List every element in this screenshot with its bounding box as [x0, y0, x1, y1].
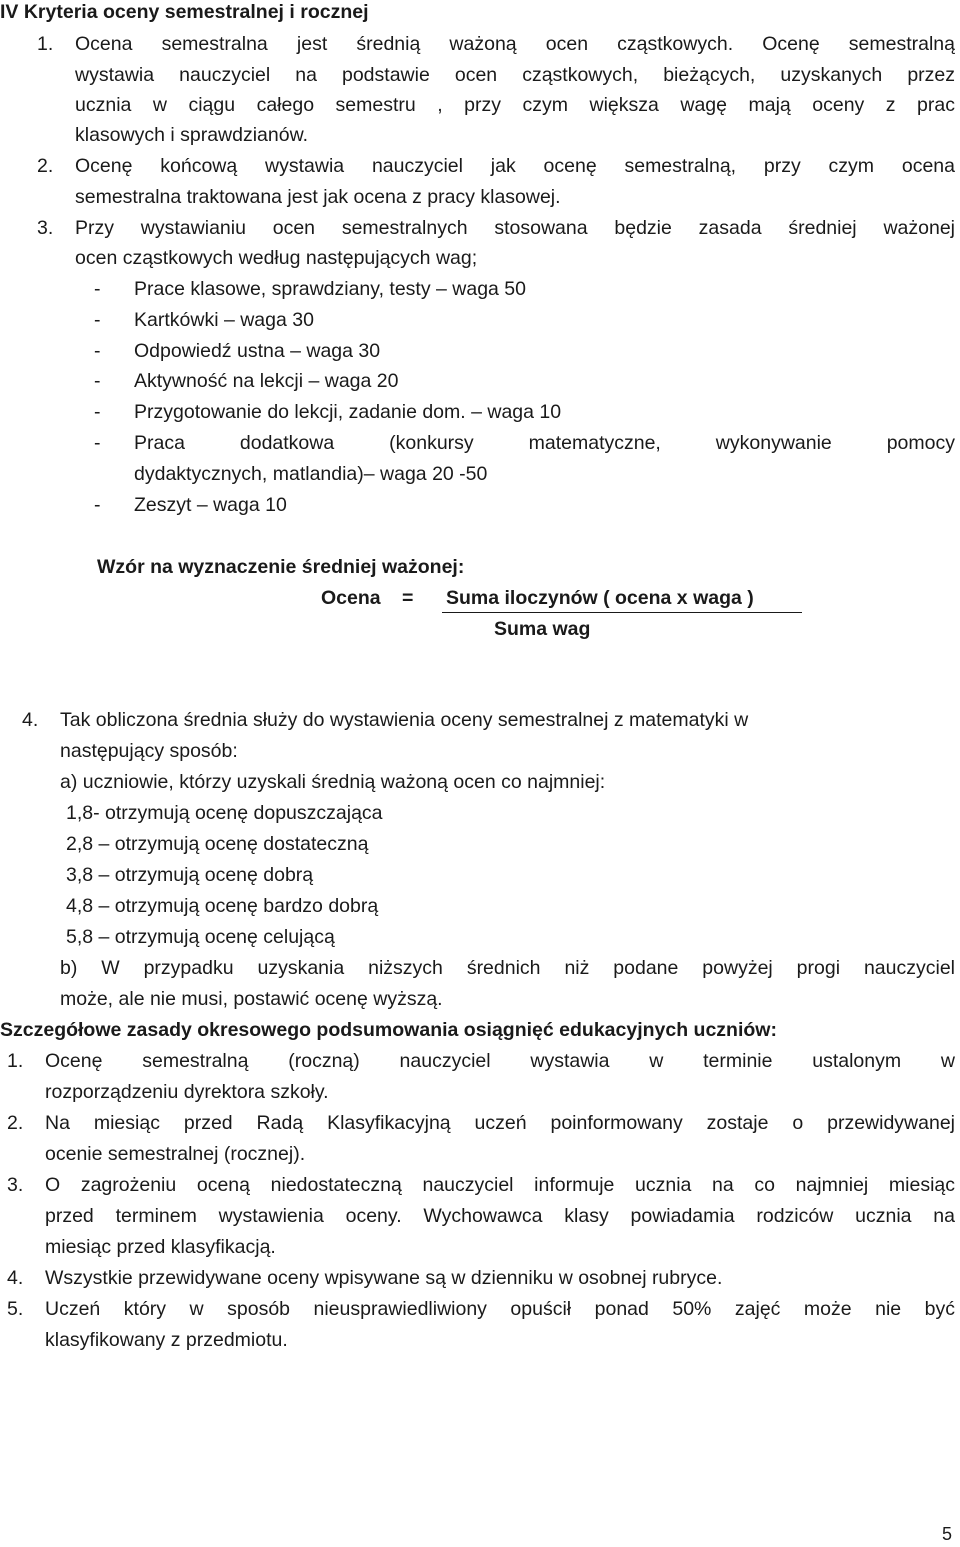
item-number: 4. — [22, 709, 39, 731]
text-line: wystawia nauczyciel na podstawie ocen cząstkowych, bieżących, uzyskanych przez — [75, 64, 955, 86]
list-dash: - — [94, 309, 101, 331]
rule-number: 1. — [7, 1050, 24, 1072]
text-line: Tak obliczona średnia służy do wystawienia oceny semestralnej z matematyki w — [60, 709, 749, 731]
text-line: Ocenę końcową wystawia nauczyciel jak ocenę semestralną, przy czym ocena — [75, 155, 955, 177]
text-line: następujący sposób: — [60, 740, 238, 762]
item-number: 2. — [37, 155, 54, 177]
page-number: 5 — [941, 1524, 952, 1544]
rules-heading: Szczegółowe zasady okresowego podsumowania osiągnięć edukacyjnych uczniów: — [0, 1019, 777, 1041]
weight-item: Prace klasowe, sprawdziany, testy – waga 50 — [134, 278, 526, 300]
rule-text: Ocenę semestralną (roczną) nauczyciel wystawia w terminie ustalonym w — [45, 1050, 955, 1072]
subpoint-b: b) W przypadku uzyskania niższych średnich niż podane powyżej progi nauczyciel — [60, 957, 955, 979]
list-dash: - — [94, 340, 101, 362]
weight-item: Zeszyt – waga 10 — [134, 494, 287, 516]
formula-lhs: Ocena — [321, 587, 381, 609]
threshold-item: 4,8 – otrzymują ocenę bardzo dobrą — [66, 895, 379, 917]
text-line: klasowych i sprawdzianów. — [75, 124, 309, 146]
rule-text: Wszystkie przewidywane oceny wpisywane są w dzienniku w osobnej rubryce. — [45, 1267, 723, 1289]
list-dash: - — [94, 432, 101, 454]
formula-equals: = — [402, 587, 414, 609]
text-line: Ocena semestralna jest średnią ważoną ocen cząstkowych. Ocenę semestralną — [75, 33, 955, 55]
list-dash: - — [94, 494, 101, 516]
list-dash: - — [94, 370, 101, 392]
text-line: semestralna traktowana jest jak ocena z pracy klasowej. — [75, 186, 561, 208]
threshold-item: 5,8 – otrzymują ocenę celującą — [66, 926, 335, 948]
weight-item: Kartkówki – waga 30 — [134, 309, 314, 331]
list-dash: - — [94, 401, 101, 423]
formula-label: Wzór na wyznaczenie średniej ważonej: — [97, 556, 465, 578]
threshold-item: 1,8- otrzymują ocenę dopuszczająca — [66, 802, 383, 824]
rule-text: przed terminem wystawienia oceny. Wychowawca klasy powiadamia rodziców ucznia na — [45, 1205, 955, 1227]
item-number: 3. — [37, 217, 54, 239]
weight-item: Praca dodatkowa (konkursy matematyczne, wykonywanie pomocy — [134, 432, 955, 454]
rule-text: Uczeń który w sposób nieusprawiedliwiony opuścił ponad 50% zajęć może nie być — [45, 1298, 955, 1320]
text-line: ucznia w ciągu całego semestru , przy czym większa wagę mają oceny z prac — [75, 94, 955, 116]
section-heading: IV Kryteria oceny semestralnej i rocznej — [0, 1, 369, 23]
rule-text: klasyfikowany z przedmiotu. — [45, 1329, 288, 1351]
text-line: ocen cząstkowych według następujących wag; — [75, 247, 478, 269]
rule-number: 3. — [7, 1174, 24, 1196]
threshold-item: 2,8 – otrzymują ocenę dostateczną — [66, 833, 369, 855]
threshold-item: 3,8 – otrzymują ocenę dobrą — [66, 864, 314, 886]
weight-item: Odpowiedź ustna – waga 30 — [134, 340, 381, 362]
rule-text: miesiąc przed klasyfikacją. — [45, 1236, 276, 1258]
rule-text: ocenie semestralnej (rocznej). — [45, 1143, 306, 1165]
subpoint-a: a) uczniowie, którzy uzyskali średnią ważoną ocen co najmniej: — [60, 771, 606, 793]
fraction-bar — [442, 612, 802, 613]
rule-text: O zagrożeniu oceną niedostateczną nauczyciel informuje ucznia na co najmniej miesiąc — [45, 1174, 955, 1196]
text-line: Przy wystawianiu ocen semestralnych stosowana będzie zasada średniej ważonej — [75, 217, 955, 239]
rule-number: 5. — [7, 1298, 24, 1320]
formula-denominator: Suma wag — [494, 618, 591, 640]
rule-number: 4. — [7, 1267, 24, 1289]
rule-number: 2. — [7, 1112, 24, 1134]
item-number: 1. — [37, 33, 54, 55]
text-line: może, ale nie musi, postawić ocenę wyższą. — [60, 988, 443, 1010]
weight-item-continuation: dydaktycznych, matlandia)– waga 20 -50 — [134, 463, 488, 485]
formula-numerator: Suma iloczynów ( ocena x waga ) — [446, 587, 754, 609]
weight-item: Przygotowanie do lekcji, zadanie dom. – waga 10 — [134, 401, 562, 423]
weight-item: Aktywność na lekcji – waga 20 — [134, 370, 399, 392]
rule-text: Na miesiąc przed Radą Klasyfikacyjną uczeń poinformowany zostaje o przewidywanej — [45, 1112, 955, 1134]
list-dash: - — [94, 278, 101, 300]
rule-text: rozporządzeniu dyrektora szkoły. — [45, 1081, 329, 1103]
